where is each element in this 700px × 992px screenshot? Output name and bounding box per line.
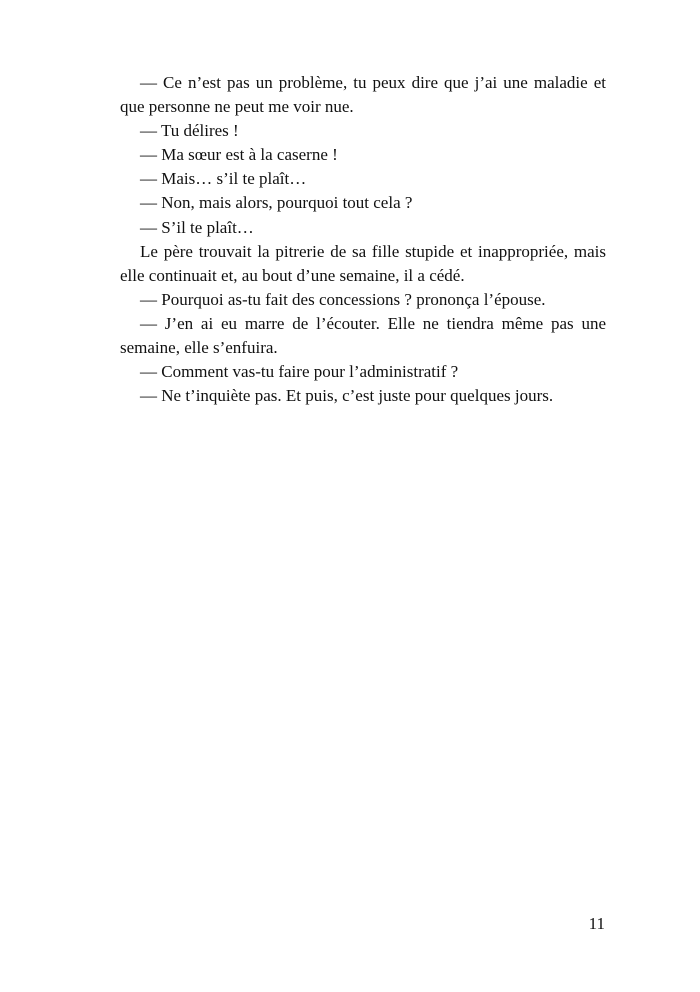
paragraph-9 <box>120 312 606 360</box>
paragraph-2 <box>120 119 606 143</box>
paragraph-6 <box>120 216 606 240</box>
paragraph-text: — J’en ai eu marre de l’écouter. Elle ne tiendra même pas une semaine, elle s’enfuira. <box>120 313 606 358</box>
page-number: 11 <box>588 914 605 933</box>
paragraph-10 <box>120 360 606 384</box>
paragraph-8 <box>120 288 606 312</box>
paragraph-1 <box>120 71 606 119</box>
paragraph-text: Le père trouvait la pitrerie de sa fille stupide et inappropriée, mais elle continuait et, au bout d’une semaine, il a cédé. <box>120 241 606 285</box>
paragraph-text: — Pourquoi as-tu fait des concessions ? prononça l’épouse. <box>140 289 546 309</box>
paragraph-text: — Tu délires ! <box>140 121 239 141</box>
paragraph-text: — Ne t’inquiète pas. Et puis, c’est juste pour quelques jours. <box>140 386 554 406</box>
paragraph-5 <box>120 191 606 215</box>
paragraph-text: — S’il te plaît… <box>140 217 254 237</box>
body-text <box>120 71 606 408</box>
paragraph-text: — Non, mais alors, pourquoi tout cela ? <box>140 193 413 213</box>
paragraph-text: — Comment vas-tu faire pour l’administratif ? <box>140 362 459 382</box>
paragraph-text: — Ce n’est pas un problème, tu peux dire que j’ai une maladie et que personne ne peut me voir nue. <box>120 73 606 117</box>
paragraph-4 <box>120 167 606 191</box>
paragraph-7 <box>120 240 606 288</box>
paragraph-11 <box>120 384 606 408</box>
paragraph-3 <box>120 143 606 167</box>
paragraph-text: — Mais… s’il te plaît… <box>140 169 307 189</box>
paragraph-text: — Ma sœur est à la caserne ! <box>140 145 338 165</box>
